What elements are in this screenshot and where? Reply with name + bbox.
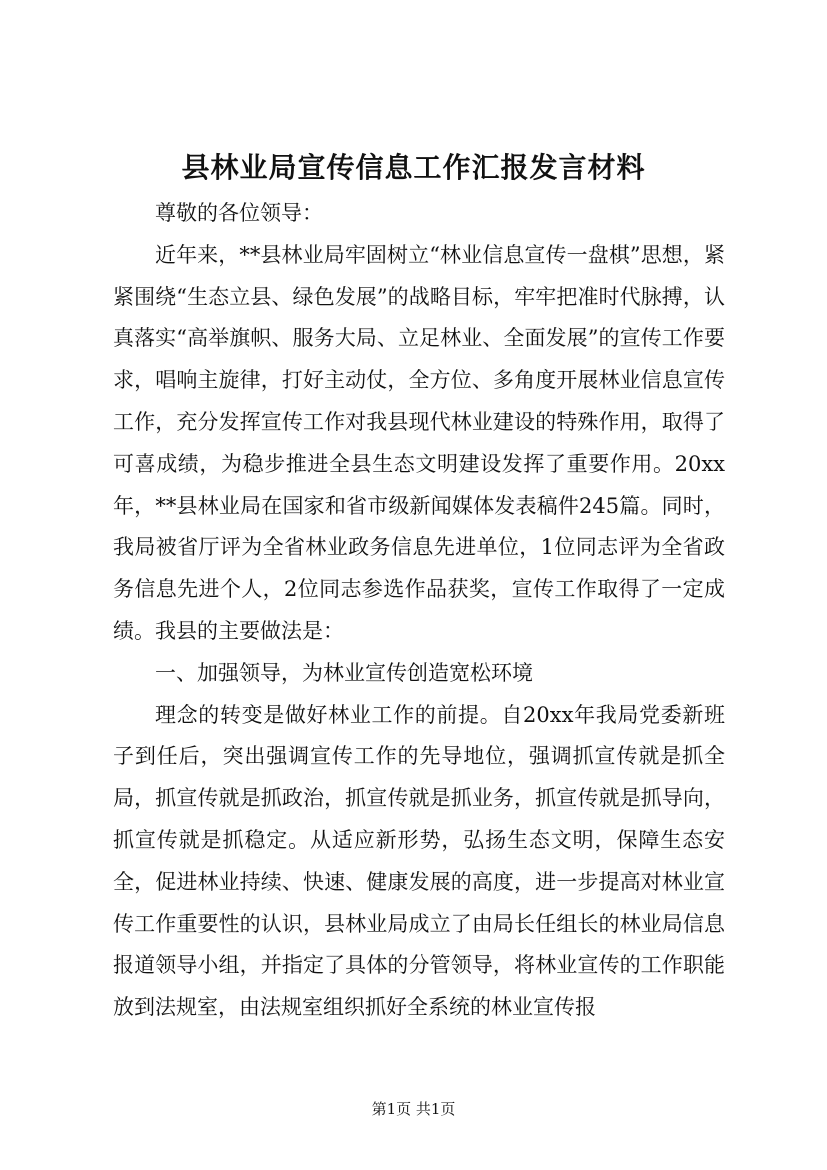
paragraph-intro: 近年来，**县林业局牢固树立“林业信息宣传一盘棋”思想，紧紧围绕“生态立县、绿色发展”的战略目标，牢牢把准时代脉搏，认真落实“高举旗帜、服务大局、立足林业、全面发展”的宣传工作要求，唱响主旋律，打好主动仗，全方位、多角度开展林业信息宣传工作，充分发挥宣传工作对我县现代林业建设的特殊作用，取得了可喜成绩，为稳步推进全县生态文明建设发挥了重要作用。20xx年，**县林业局在国家和省市级新闻媒体发表稿件245篇。同时，我局被省厅评为全省林业政务信息先进单位，1位同志评为全省政务信息先进个人，2位同志参选作品获奖，宣传工作取得了一定成绩。我县的主要做法是： <box>113 242 725 643</box>
document-body <box>113 193 725 1029</box>
page-footer: 第1页 共1页 <box>371 1100 456 1118</box>
document-title: 县林业局宣传信息工作汇报发言材料 <box>181 151 646 184</box>
section-heading: 一、加强领导，为林业宣传创造宽松环境 <box>155 660 533 685</box>
salutation: 尊敬的各位领导： <box>155 201 323 225</box>
paragraph-section-one: 理念的转变是做好林业工作的前提。自20xx年我局党委新班子到任后，突出强调宣传工作的先导地位，强调抓宣传就是抓全局，抓宣传就是抓政治，抓宣传就是抓业务，抓宣传就是抓导向，抓宣传就是抓稳定。从适应新形势，弘扬生态文明，保障生态安全，促进林业持续、快速、健康发展的高度，进一步提高对林业宣传工作重要性的认识，县林业局成立了由局长任组长的林业局信息报道领导小组，并指定了具体的分管领导，将林业宣传的工作职能放到法规室，由法规室组织抓好全系统的林业宣传报 <box>113 702 725 1020</box>
